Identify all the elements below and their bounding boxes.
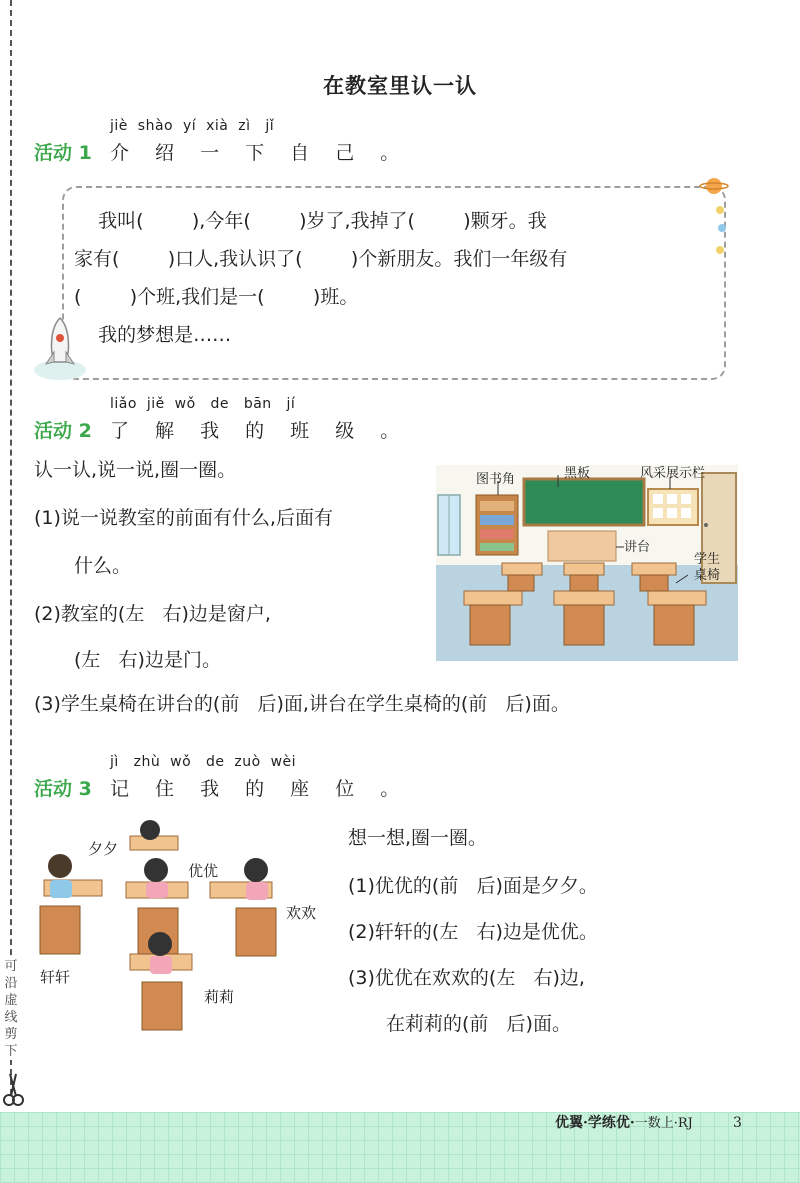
footer-book: 优翼·学练优·一数上·RJ xyxy=(555,1115,693,1131)
cut-hint: 可 沿 虚 线 剪 下 xyxy=(4,959,18,1059)
page-number: 3 xyxy=(733,1115,742,1131)
activity3-pinyin: jì zhù wǒ de zuò wèi xyxy=(110,754,297,770)
intro-line-1: 我叫( ),今年( )岁了,我掉了( )颗牙。我 xyxy=(74,210,547,232)
label-desks-2: 桌椅 xyxy=(694,568,721,583)
activity3-q3b: 在莉莉的(前 后)面。 xyxy=(386,1013,571,1035)
activity2-label: 活动 2 xyxy=(34,420,92,442)
activity2-q2b: (左 右)边是门。 xyxy=(74,649,221,671)
activity2-intro: 认一认,说一说,圈一圈。 xyxy=(34,459,237,481)
activity2-q2a: (2)教室的(左 右)边是窗户, xyxy=(34,603,271,625)
activity3-q3a: (3)优优在欢欢的(左 右)边, xyxy=(348,967,585,989)
activity2-title: 了 解 我 的 班 级 。 xyxy=(110,420,410,442)
seating-illustration xyxy=(30,816,330,1046)
name-xixi: 夕夕 xyxy=(88,840,119,858)
intro-line-3: ( )个班,我们是一( )班。 xyxy=(74,286,359,308)
label-desks-1: 学生 xyxy=(694,552,721,567)
activity2-pinyin: liǎo jiě wǒ de bān jí xyxy=(110,396,296,412)
activity3-title: 记 住 我 的 座 位 。 xyxy=(110,778,410,800)
activity3-q2: (2)轩轩的(左 右)边是优优。 xyxy=(348,921,598,943)
activity2-q1b: 什么。 xyxy=(74,555,132,577)
intro-line-4: 我的梦想是…… xyxy=(74,324,232,346)
label-library: 图书角 xyxy=(476,472,516,487)
label-podium: 讲台 xyxy=(624,540,651,555)
label-display: 风采展示栏 xyxy=(640,466,706,481)
classroom-illustration xyxy=(436,465,738,661)
activity1-title: 介 绍 一 下 自 己 。 xyxy=(110,142,410,164)
cut-line xyxy=(10,0,12,1095)
name-lili: 莉莉 xyxy=(204,988,235,1006)
intro-line-2: 家有( )口人,我认识了( )个新朋友。我们一年级有 xyxy=(74,248,568,270)
label-blackboard: 黑板 xyxy=(564,466,591,481)
planet-decoration-icon xyxy=(690,172,730,262)
name-huanhuan: 欢欢 xyxy=(286,904,317,922)
name-youyou: 优优 xyxy=(188,862,219,880)
activity3-q1: (1)优优的(前 后)面是夕夕。 xyxy=(348,875,598,897)
activity3-intro: 想一想,圈一圈。 xyxy=(348,827,488,849)
activity1-label: 活动 1 xyxy=(34,142,92,164)
activity2-q1a: (1)说一说教室的前面有什么,后面有 xyxy=(34,507,333,529)
page-title: 在教室里认一认 xyxy=(323,74,477,98)
activity1-pinyin: jiè shào yí xià zì jǐ xyxy=(110,118,275,134)
activity3-label: 活动 3 xyxy=(34,778,92,800)
activity2-q3: (3)学生桌椅在讲台的(前 后)面,讲台在学生桌椅的(前 后)面。 xyxy=(34,693,570,715)
scissors-icon xyxy=(2,1070,24,1110)
name-xuanxuan: 轩轩 xyxy=(40,968,71,986)
